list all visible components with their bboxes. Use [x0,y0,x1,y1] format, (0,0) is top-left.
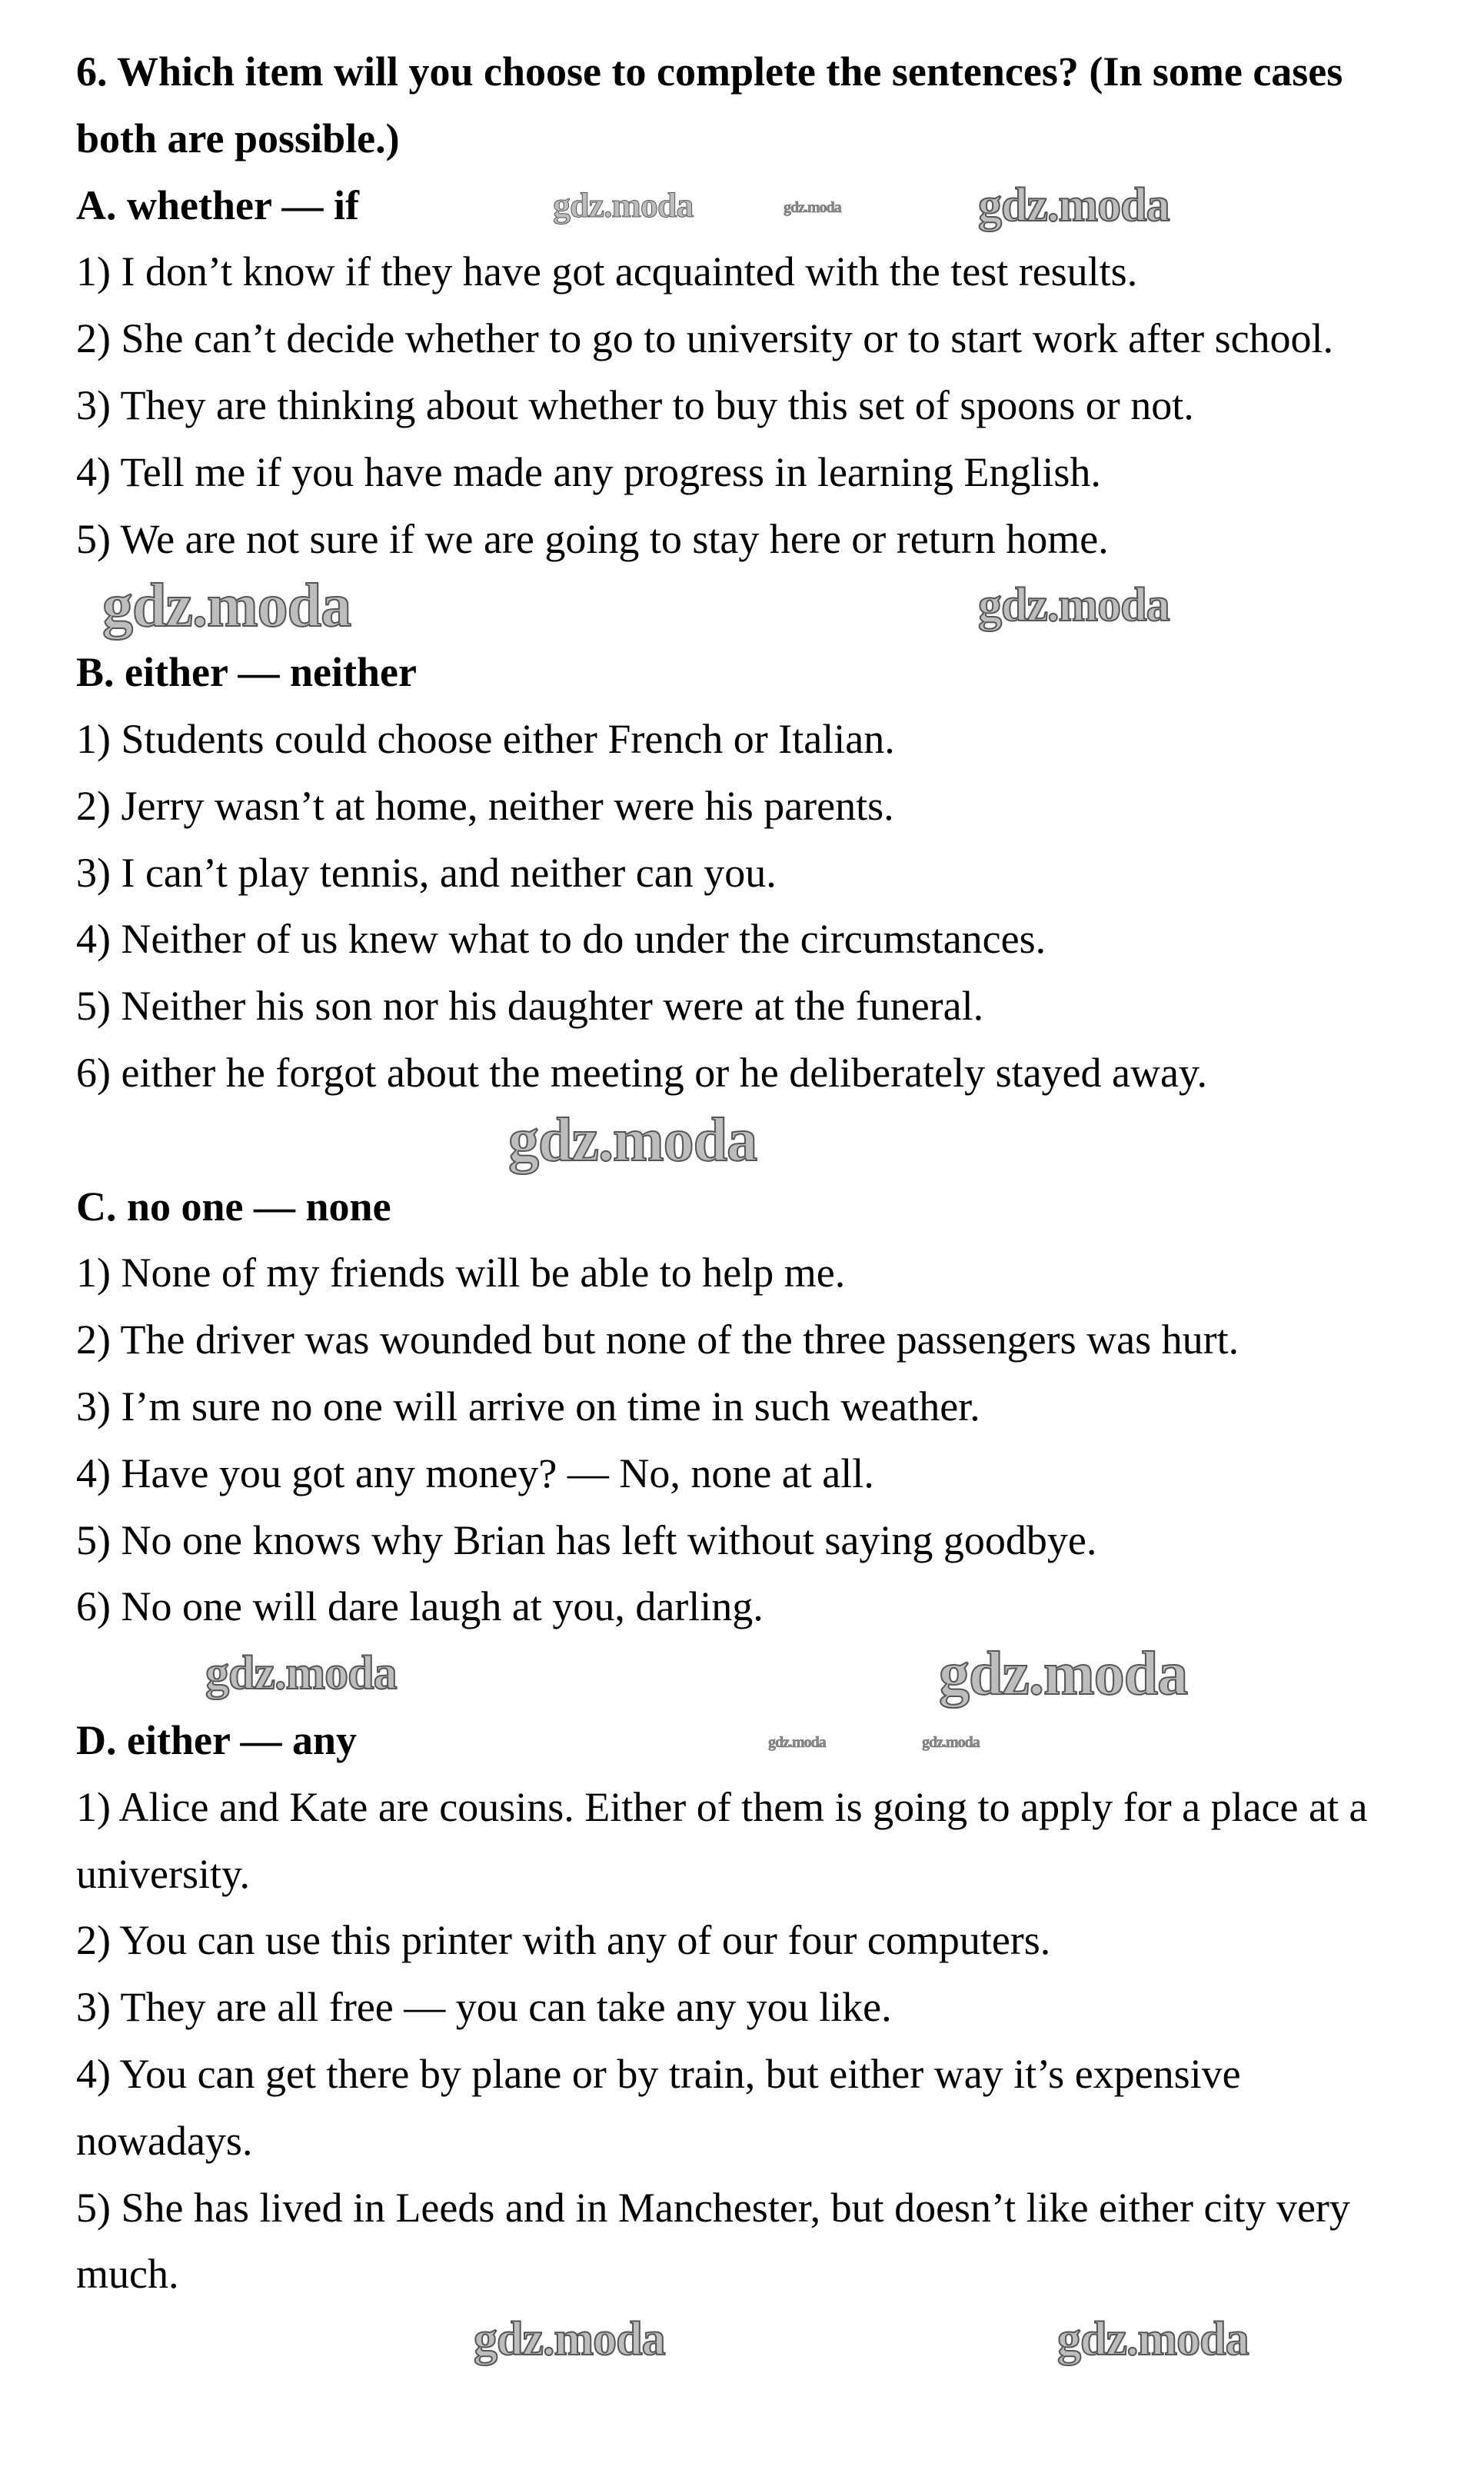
section-d-heading: D. either — any [76,1716,357,1763]
list-item: 6) No one will dare laugh at you, darling. [76,1583,764,1630]
watermark: gdz.moda [508,1106,757,1174]
section-d-heading-row [76,1707,1383,1774]
watermark: gdz.moda [1057,2313,1249,2366]
exercise-title: 6. Which item will you choose to complete the sentences? (In some cases both are possible.) [76,48,1343,161]
list-item: 3) They are all free — you can take any you like. [76,1984,892,2031]
list-item: 5) Neither his son nor his daughter were at the funeral. [76,983,984,1030]
list-item: 2) The driver was wounded but none of the three passengers was hurt. [76,1316,1239,1363]
list-item: 3) They are thinking about whether to buy this set of spoons or not. [76,381,1194,428]
list-item: 1) Students could choose either French or Italian. [76,715,895,762]
watermark: gdz.moda [922,1733,980,1751]
list-item: 6) either he forgot about the meeting or he deliberately stayed away. [76,1049,1207,1096]
list-item: 5) No one knows why Brian has left without saying goodbye. [76,1516,1097,1563]
watermark: gdz.moda [784,198,841,216]
section-c-heading: C. no one — none [76,1183,391,1230]
spacer [76,572,1383,639]
section-a-heading-row [76,172,1383,239]
list-item: 1) None of my friends will be able to help me. [76,1250,846,1296]
watermark: gdz.moda [978,178,1170,231]
section-b-heading: B. either — neither [76,649,417,696]
list-item: 5) We are not sure if we are going to stay here or return home. [76,515,1109,562]
watermark: gdz.moda [939,1640,1188,1709]
watermark: gdz.moda [102,572,351,641]
spacer [76,1107,1383,1173]
list-item: 3) I can’t play tennis, and neither can you. [76,849,777,896]
list-item: 2) She can’t decide whether to go to university or to start work after school. [76,315,1334,362]
watermark: gdz.moda [768,1733,826,1751]
list-item: 3) I’m sure no one will arrive on time in such weather. [76,1383,980,1430]
watermark: gdz.moda [205,1647,397,1700]
spacer [76,1640,1383,1707]
list-item: 1) Alice and Kate are cousins. Either of them is going to apply for a place at a university. [76,1783,1368,1897]
spacer [76,2308,1383,2408]
watermark: gdz.moda [978,579,1170,632]
list-item: 5) She has lived in Leeds and in Manchester, but doesn’t like either city very much. [76,2184,1350,2298]
exercise-document [76,38,1383,2408]
list-item: 2) You can use this printer with any of our four computers. [76,1917,1051,1964]
list-item: 4) You can get there by plane or by train, but either way it’s expensive nowadays. [76,2050,1241,2164]
section-a-heading: A. whether — if [76,181,359,228]
list-item: 4) Have you got any money? — No, none at all. [76,1450,874,1496]
watermark: gdz.moda [474,2313,665,2366]
list-item: 1) I don’t know if they have got acquainted with the test results. [76,248,1138,295]
list-item: 2) Jerry wasn’t at home, neither were his parents. [76,782,894,829]
list-item: 4) Neither of us knew what to do under the circumstances. [76,916,1046,963]
list-item: 4) Tell me if you have made any progress in learning English. [76,448,1101,495]
watermark: gdz.moda [553,185,694,225]
